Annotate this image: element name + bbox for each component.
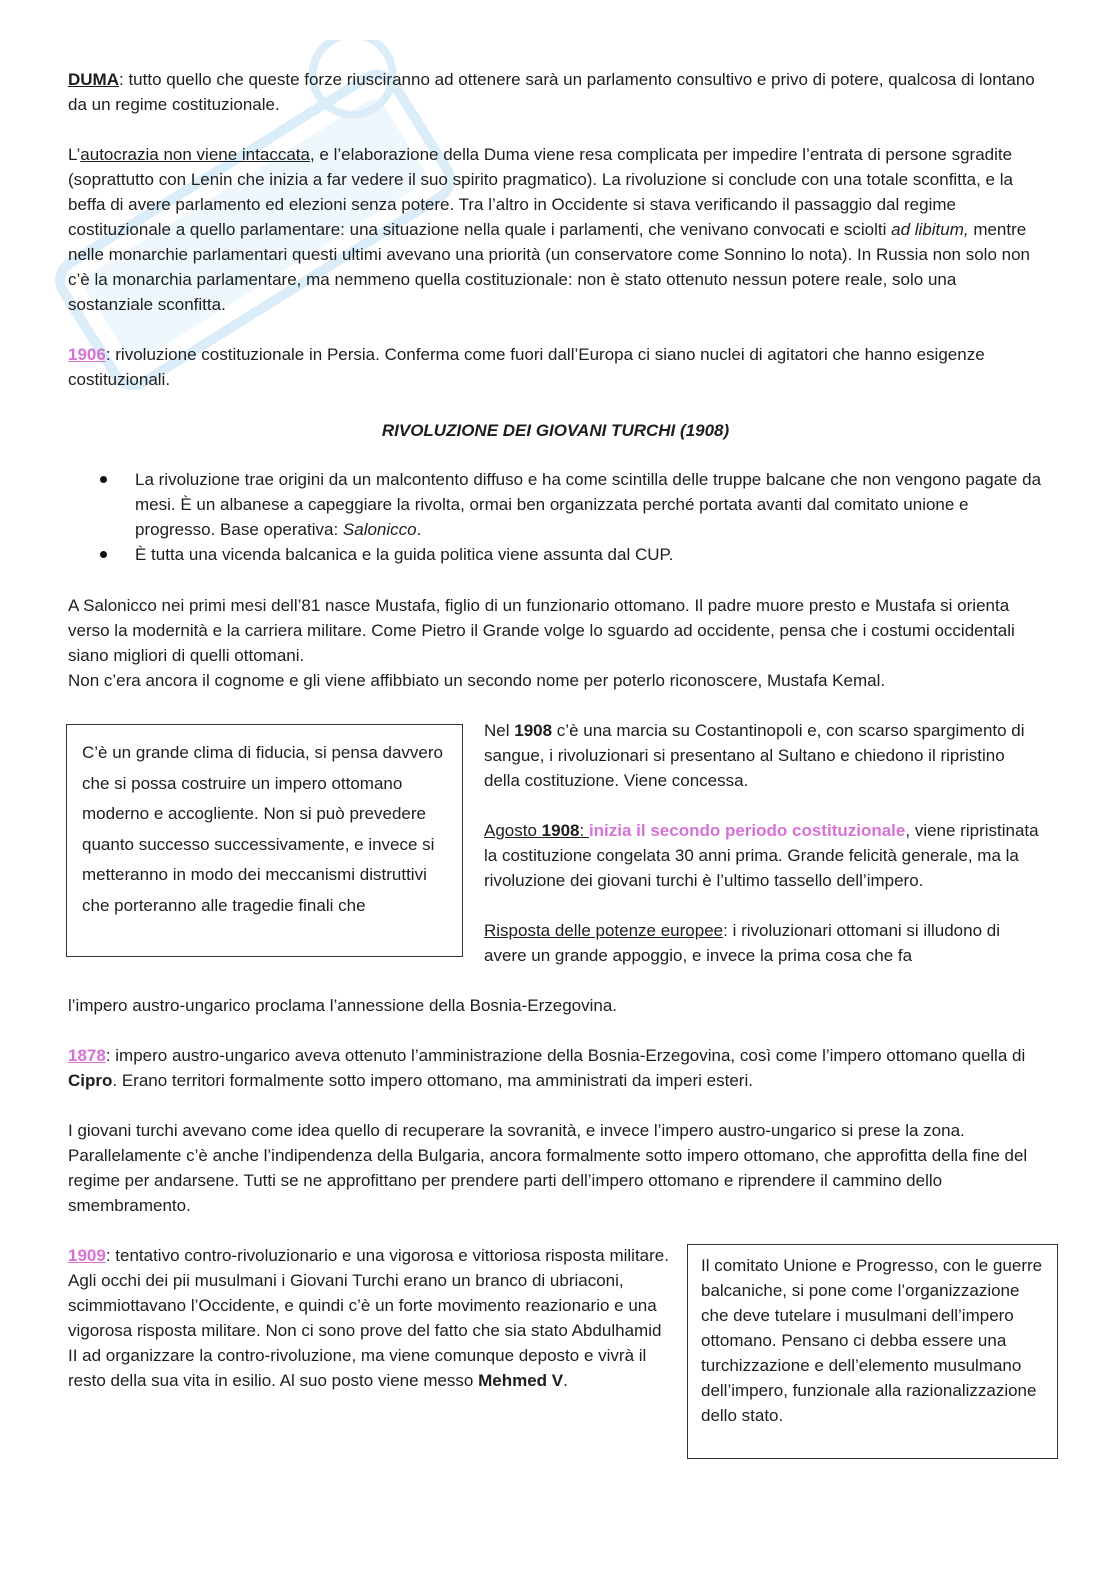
list-item: È tutta una vicenda balcanica e la guida politica viene assunta dal CUP.: [68, 542, 1043, 567]
year-1878: 1878: [68, 1046, 106, 1065]
mustafa-paragraph: A Salonicco nei primi mesi dell’81 nasce Mustafa, figlio di un funzionario ottomano. Il padre muore presto e Mustafa si orienta verso la modernità e la carriera militare. Come Pietro il Grande volge lo sguardo ad occidente, pensa che i costumi occidentali siano migliori di quelli ottomani. Non c’era ancora il cognome e gli viene affibbiato un secondo nome per poterlo riconoscere, Mustafa Kemal.: [68, 596, 1015, 690]
note-box-left: C’è un grande clima di fiducia, si pensa davvero che si possa costruire un impero ottomano moderno e accogliente. Non si può prevedere quanto successo successivamente, e invece si metteranno in modo dei meccanismi distruttivi che porteranno alle tragedie finali che: [66, 724, 463, 957]
autocrazia-paragraph: L’autocrazia non viene intaccata, e l’elaborazione della Duma viene resa complicata per impedire l’entrata di persone sgradite (soprattutto con Lenin che inizia a far vedere il suo spirito pragmatico). La rivoluzione si conclude con una totale sconfitta, e la beffa di avere parlamento ed elezioni senza potere. Tra l’altro in Occidente si stava verificando il passaggio dal regime costituzionale a quello parlamentare: una situazione nella quale i parlamenti, che venivano convocati e sciolti ad libitum, mentre nelle monarchie parlamentari questi ultimi avevano una priorità (un conservatore come Sonnino lo nota). In Russia non solo non c’è la monarchia parlamentare, ma nemmeno quella costituzionale: non è stato ottenuto nessun potere reale, solo una sostanziale sconfitta.: [68, 145, 1030, 314]
duma-term: DUMA: [68, 70, 119, 89]
bullet-list: [68, 467, 1043, 567]
note-box-right: Il comitato Unione e Progresso, con le guerre balcaniche, si pone come l’organizzazione che deve tutelare i musulmani dell’impero ottomano. Pensano ci debba essere una turchizzazione e dell’elemento musulmano dell’impero, funzionale alla razionalizzazione dello stato.: [687, 1244, 1058, 1459]
bullet-icon: [100, 551, 107, 558]
highlight-text: inizia il secondo periodo costituzionale: [588, 821, 906, 840]
bosnia-paragraph: 1878: impero austro-ungarico aveva ottenuto l’amministrazione della Bosnia-Erzegovina, così come l’impero ottomano quella di Cipro. Erano territori formalmente sotto impero ottomano, ma amministrati da imperi esteri.: [68, 1046, 1026, 1090]
list-item: La rivoluzione trae origini da un malcontento diffuso e ha come scintilla delle truppe balcane che non vengono pagate da mesi. È un albanese a capeggiare la rivolta, ormai ben organizzata perché portata avanti dal comitato unione e progresso. Base operativa: Salonicco.: [68, 467, 1043, 542]
risposta-continuation: l’impero austro-ungarico proclama l’annessione della Bosnia-Erzegovina.: [68, 996, 618, 1015]
giovani-paragraph: I giovani turchi avevano come idea quello di recuperare la sovranità, e invece l’impero austro-ungarico si prese la zona. Parallelamente c’è anche l’indipendenza della Bulgaria, ancora formalmente sotto impero ottomano, che approfitta della fine del regime per andarsene. Tutti se ne approfittano per prendere parti dell’impero ottomano e riprendere il cammino dello smembramento.: [68, 1121, 1028, 1215]
right-column: [484, 718, 1044, 968]
section-heading: RIVOLUZIONE DEI GIOVANI TURCHI (1908): [381, 421, 730, 440]
duma-paragraph: DUMA: tutto quello che queste forze riusciranno ad ottenere sarà un parlamento consultivo e privo di potere, qualcosa di lontano da un regime costituzionale.: [68, 70, 1035, 114]
year-1909: 1909: [68, 1246, 106, 1265]
agosto-paragraph: Agosto 1908: inizia il secondo periodo costituzionale, viene ripristinata la costituzione congelata 30 anni prima. Grande felicità generale, ma la rivoluzione dei giovani turchi è l’ultimo tassello dell’impero.: [484, 821, 1039, 890]
autocrazia-underlined: autocrazia non viene intaccata: [80, 145, 310, 164]
year-1906: 1906: [68, 345, 106, 364]
contro-paragraph: 1909: tentativo contro-rivoluzionario e una vigorosa e vittoriosa risposta militare. Agli occhi dei pii musulmani i Giovani Turchi erano un branco di ubriaconi, scimmiottavano l’Occidente, e quindi c’è un forte movimento reazionario e una vigorosa risposta militare. Non ci sono prove del fatto che sia stato Abdulhamid II ad organizzare la contro-rivoluzione, ma viene comunque deposto e vivrà il resto della sua vita in esilio. Al suo posto viene messo Mehmed V.: [68, 1246, 669, 1390]
risposta-paragraph: Risposta delle potenze europee: i rivoluzionari ottomani si illudono di avere un grande appoggio, e invece la prima cosa che fa: [484, 921, 1000, 965]
marcia-paragraph: Nel 1908 c’è una marcia su Costantinopoli e, con scarso spargimento di sangue, i rivoluzionari si presentano al Sultano e chiedono il ripristino della costituzione. Viene concessa.: [484, 721, 1025, 790]
persia-paragraph: 1906: rivoluzione costituzionale in Persia. Conferma come fuori dall’Europa ci siano nuclei di agitatori che hanno esigenze costituzionali.: [68, 345, 985, 389]
bullet-icon: [100, 476, 107, 483]
